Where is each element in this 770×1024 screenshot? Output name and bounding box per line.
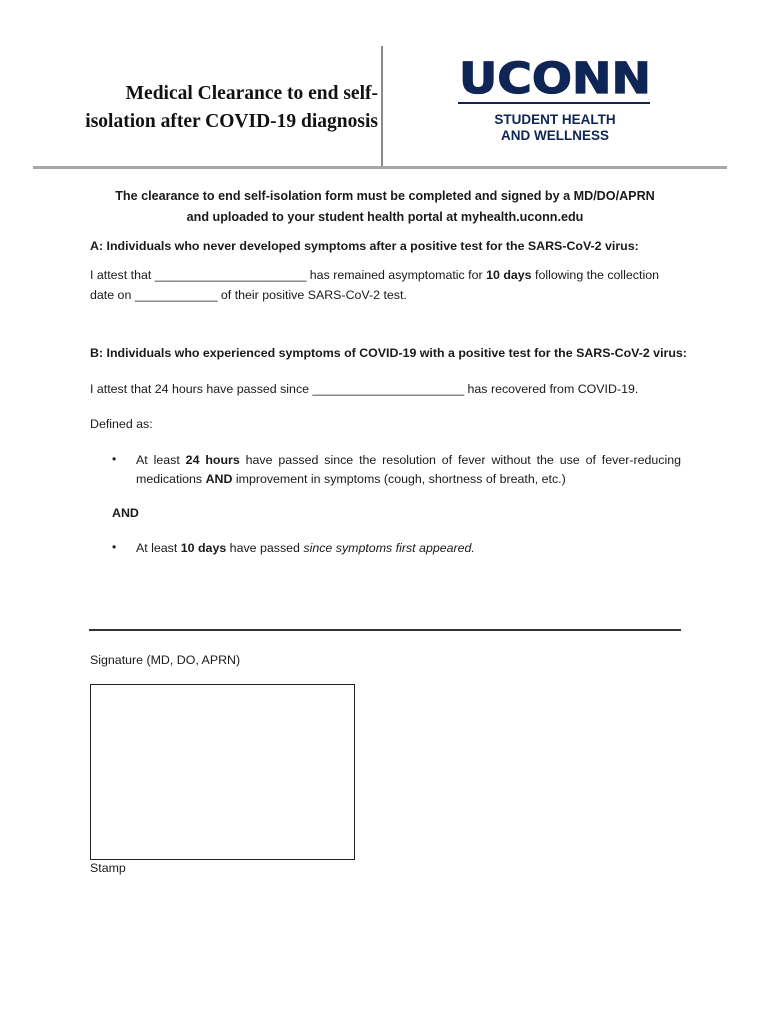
stamp-box[interactable] — [90, 684, 355, 860]
bullet-1-marker: • — [112, 452, 117, 466]
section-a-attest-post: following the collection — [531, 268, 659, 282]
bullet-2-pre: At least — [136, 541, 181, 555]
section-a-attest-pre: I attest that ______________________ has remained asymptomatic for — [90, 268, 487, 282]
logo-rule — [458, 102, 650, 104]
bullet-2-since: since symptoms first appeared. — [303, 541, 475, 555]
intro-instructions — [40, 186, 730, 228]
bullet-2-marker: • — [112, 540, 117, 554]
uconn-logo — [458, 54, 652, 144]
header-horizontal-divider — [33, 166, 727, 169]
logo-subtitle-line-2: AND WELLNESS — [501, 128, 609, 143]
section-a-attest-line-1 — [90, 265, 659, 285]
title-line-2: isolation after COVID-19 diagnosis — [85, 111, 378, 132]
bullet-1-pre: At least — [136, 453, 186, 467]
bullet-1-hours: 24 hours — [185, 453, 240, 467]
section-a-heading: A: Individuals who never developed symptoms after a positive test for the SARS-CoV-2 virus: — [90, 239, 639, 253]
signature-label: Signature (MD, DO, APRN) — [90, 653, 241, 667]
section-b-attest: I attest that 24 hours have passed since ______________________ has recovered from COVID-19. — [90, 382, 639, 396]
signature-line[interactable] — [89, 629, 681, 631]
bullet-2-text — [136, 539, 681, 558]
section-a-days: 10 days — [486, 268, 532, 282]
section-b-heading: B: Individuals who experienced symptoms of COVID-19 with a positive test for the SARS-CoV-2 virus: — [90, 346, 687, 360]
intro-line-1: The clearance to end self-isolation form must be completed and signed by a MD/DO/APRN — [115, 189, 655, 203]
bullet-1-and: AND — [205, 472, 233, 486]
bullet-1-text — [136, 451, 681, 489]
bullet-1-mid: have passed since the resolution of fever without the use of fever-reducing medications — [136, 453, 682, 486]
stamp-label: Stamp — [90, 861, 126, 875]
intro-line-2: and uploaded to your student health portal at myhealth.uconn.edu — [186, 210, 584, 224]
section-a-attest-line-2: date on ____________ of their positive SARS-CoV-2 test. — [90, 288, 407, 302]
bullet-1-post: improvement in symptoms (cough, shortness of breath, etc.) — [232, 472, 566, 486]
logo-subtitle-line-1: STUDENT HEALTH — [494, 112, 616, 127]
bullet-2-mid: have passed — [226, 541, 304, 555]
page-title — [40, 80, 378, 136]
logo-subtitle — [458, 112, 652, 144]
header-vertical-divider — [381, 46, 383, 168]
defined-as-label: Defined as: — [90, 417, 153, 431]
uconn-wordmark — [458, 54, 652, 96]
title-line-1: Medical Clearance to end self- — [125, 83, 378, 104]
logo-wordmark-text: UCONN — [459, 54, 651, 96]
bullet-2-days: 10 days — [180, 541, 227, 555]
and-label: AND — [112, 506, 139, 520]
